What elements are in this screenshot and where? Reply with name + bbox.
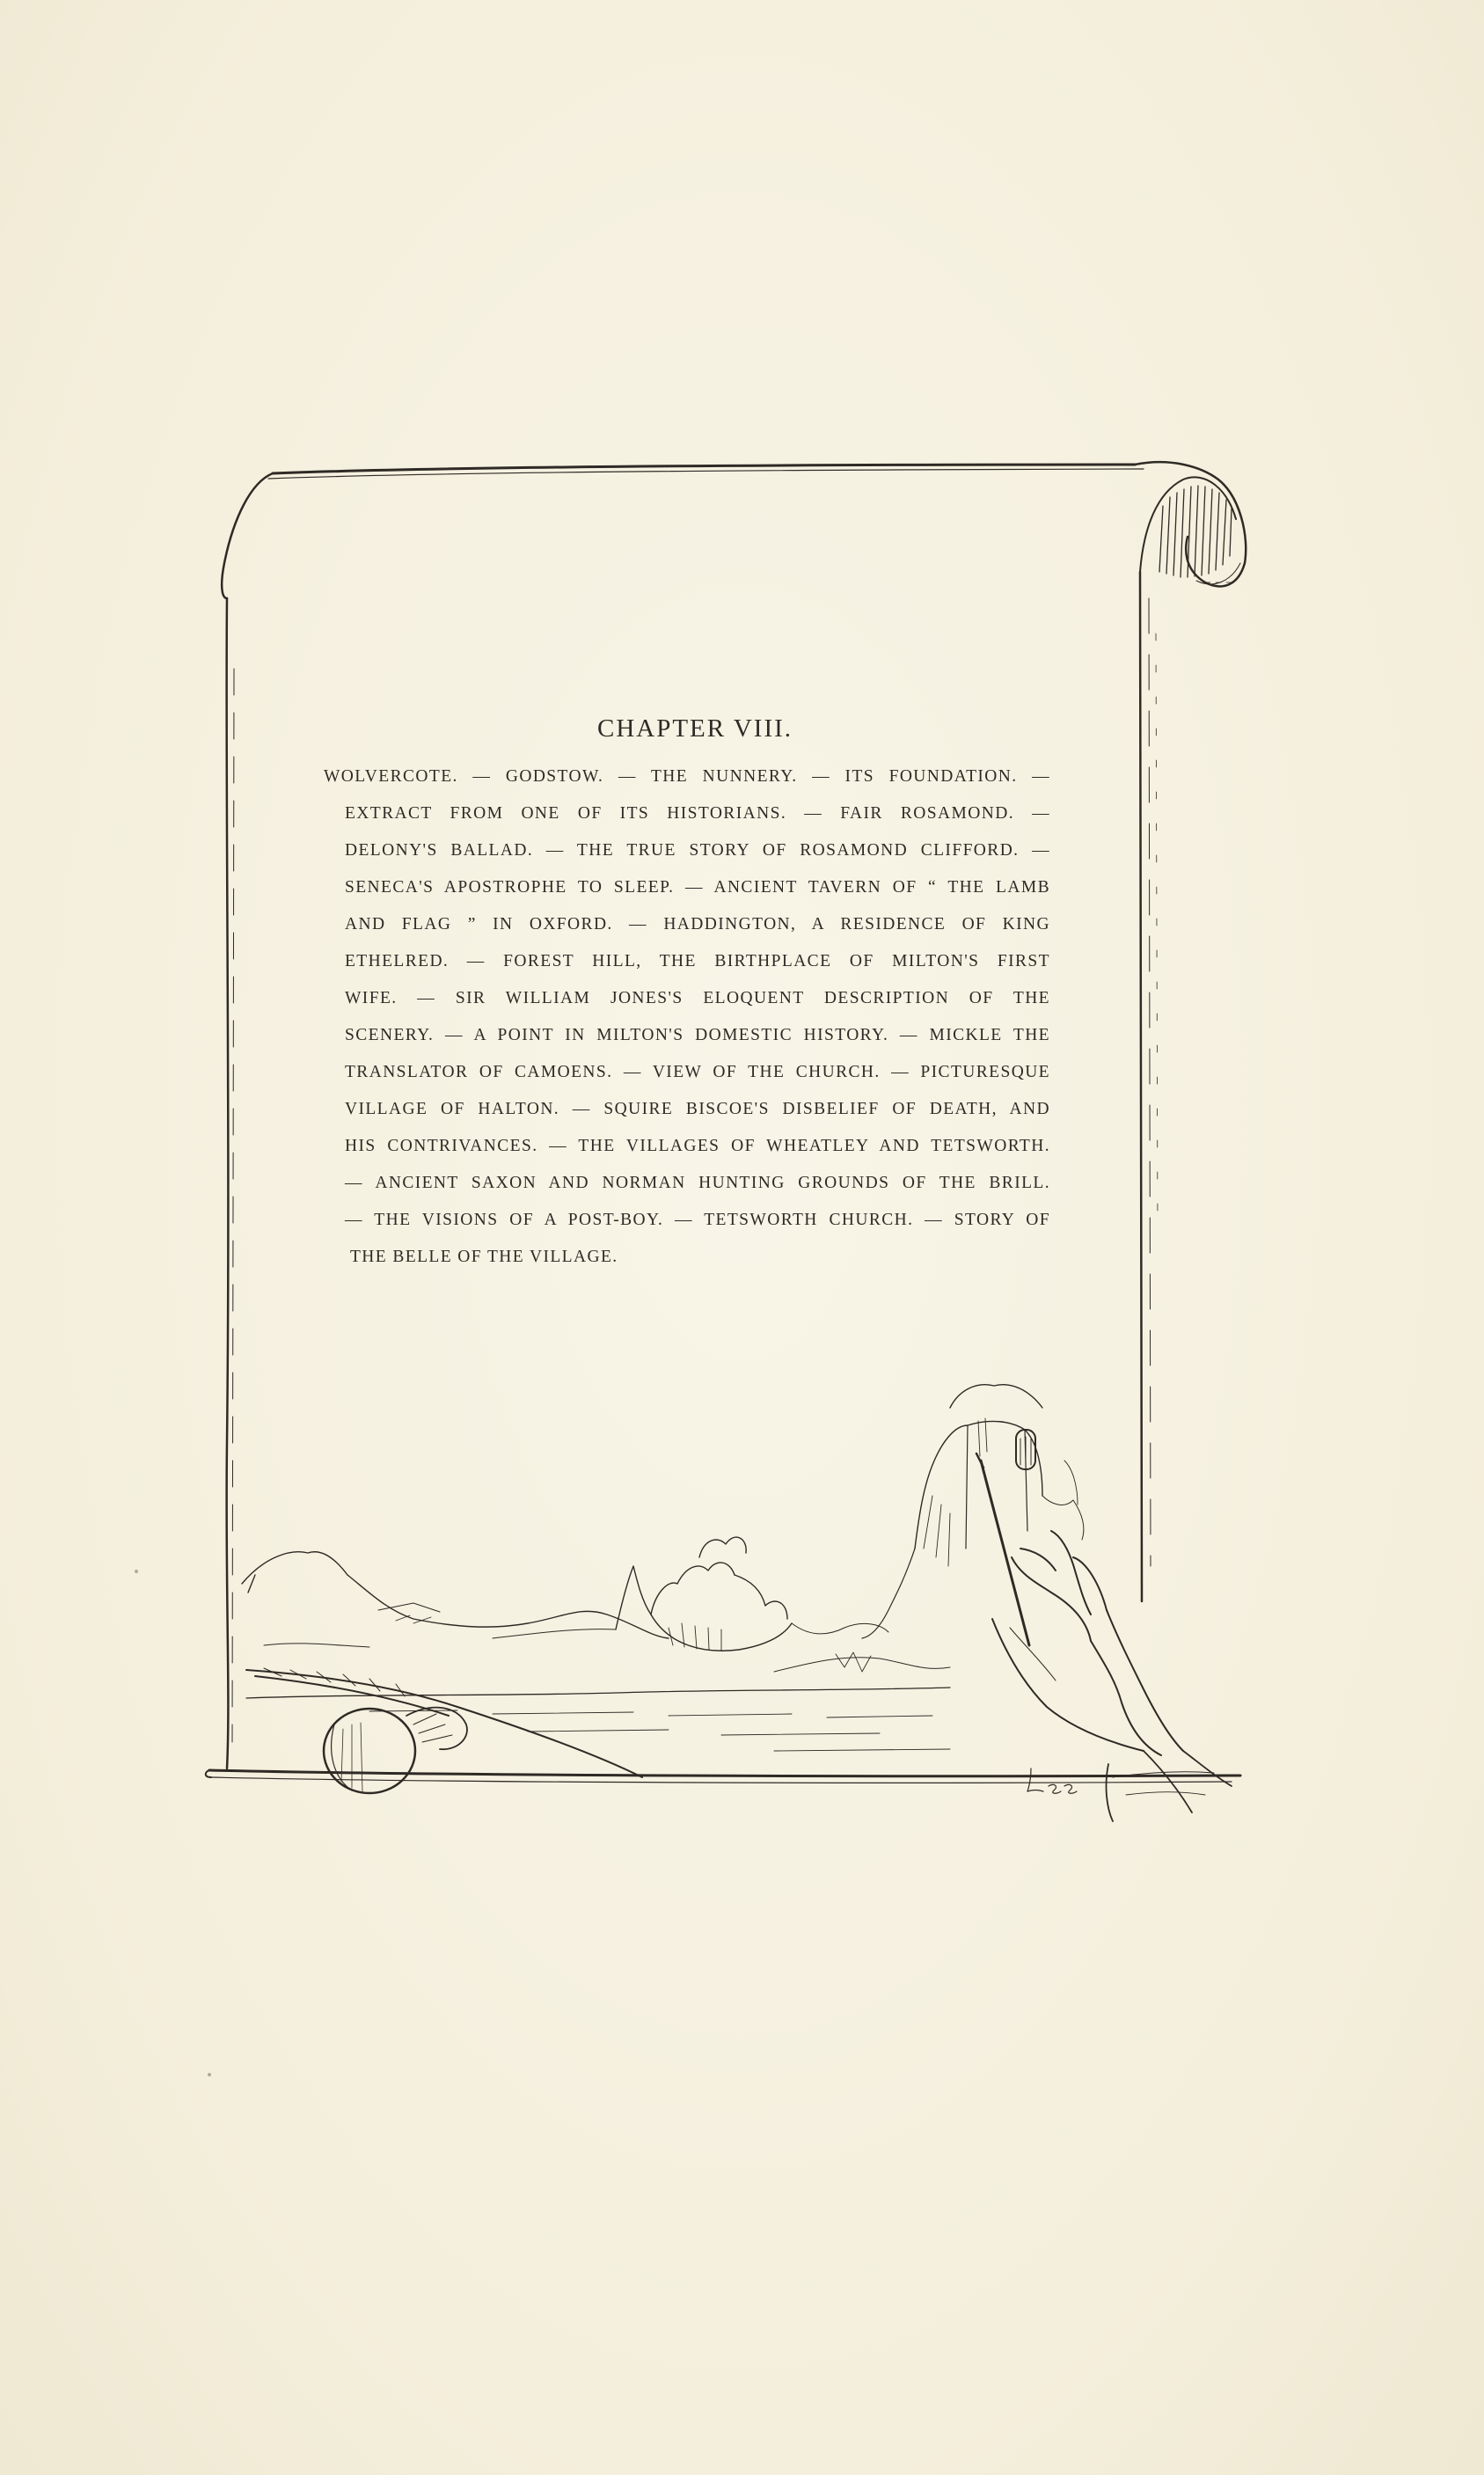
scroll-roll-top-right (1135, 462, 1246, 586)
landscape (242, 1385, 1084, 1751)
scroll-left-curl (222, 473, 273, 598)
synopsis-line: VILLAGE OF HALTON. — SQUIRE BISCOE'S DISBELIEF OF DEATH, AND (345, 1100, 1050, 1118)
synopsis-line: WOLVERCOTE. — GODSTOW. — THE NUNNERY. — ITS FOUNDATION. — (324, 767, 1050, 786)
artist-signature (1027, 1768, 1077, 1793)
hand-with-pen (976, 1454, 1232, 1821)
page-speck (135, 1570, 138, 1573)
synopsis-line: HIS CONTRIVANCES. — THE VILLAGES OF WHEATLEY AND TETSWORTH. (345, 1137, 1050, 1155)
synopsis-line: SENECA'S APOSTROPHE TO SLEEP. — ANCIENT TAVERN OF “ THE LAMB (345, 878, 1050, 897)
scroll-left-edge (227, 598, 229, 1768)
synopsis-line: THE BELLE OF THE VILLAGE. (350, 1248, 618, 1266)
synopsis-line: SCENERY. — A POINT IN MILTON'S DOMESTIC HISTORY. — MICKLE THE (345, 1026, 1050, 1044)
synopsis-line: DELONY'S BALLAD. — THE TRUE STORY OF ROSAMOND CLIFFORD. — (345, 841, 1050, 860)
synopsis-line: AND FLAG ” IN OXFORD. — HADDINGTON, A RESIDENCE OF KING (345, 915, 1050, 934)
synopsis-line: — THE VISIONS OF A POST-BOY. — TETSWORTH CHURCH. — STORY OF (345, 1211, 1050, 1229)
chapter-heading: CHAPTER VIII. (596, 714, 793, 743)
page-speck (208, 2073, 211, 2076)
chapter-synopsis (325, 758, 1050, 1276)
synopsis-line: WIFE. — SIR WILLIAM JONES'S ELOQUENT DESCRIPTION OF THE (345, 989, 1050, 1007)
synopsis-line: EXTRACT FROM ONE OF ITS HISTORIANS. — FAIR ROSAMOND. — (345, 804, 1050, 823)
scroll-bottom-edge (209, 1770, 1240, 1776)
synopsis-line: TRANSLATOR OF CAMOENS. — VIEW OF THE CHURCH. — PICTURESQUE (345, 1063, 1050, 1081)
synopsis-line: — ANCIENT SAXON AND NORMAN HUNTING GROUNDS OF THE BRILL. (345, 1174, 1050, 1192)
synopsis-line: ETHELRED. — FOREST HILL, THE BIRTHPLACE OF MILTON'S FIRST (345, 952, 1050, 970)
